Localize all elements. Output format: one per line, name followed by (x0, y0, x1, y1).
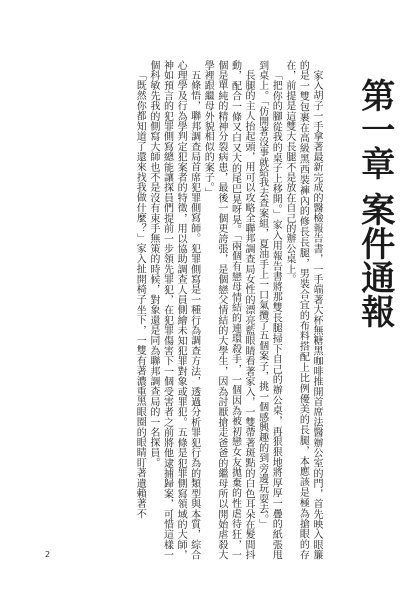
paragraph: 家入胡子一手拿著最新完成的醫檢報告書，一手端著大杯無糖黑咖啡推開首席法醫辦公室的門，首先映入眼簾的是一雙包裹在高級黑西裝褲內的修長長腿，男裝合宜的布料搭配上比例優美的長腿，本應該是極為搶眼的存在，前提是這雙大長腿不是放在自己的辦公桌上。 (283, 60, 322, 560)
page-number: 2 (45, 550, 51, 559)
paragraph: 「把你的腳從我的桌子上移開。」家入用報告書將那雙長腿掃下自己的辦公桌，再狠狠地將厚厚一疊的紙張甩到桌上。「仿開著沒事就給我去查案組，夏油手上一口氣攬了五個案子，挑一個感興趣的到旁邊玩耍去。」 (256, 60, 282, 560)
paragraph: 「既然你都知道了還來找我做什麼？」家入扯開椅子坐下，一雙有著濃重黑眼圈的眼睛盯著遺賴著不 (134, 70, 146, 519)
paragraph: 長腿的主人抬起頭，用可以攻略全聯邦調查局女性的漂亮藍眼睛看著家入，一雙帶著斑點的白色耳朵在髮間抖動，配合一條又白又大的尾巴晃呀晃。「兩個有戀母情結的連環殺手，一個因為被初戀女友拋棄的性虐待狂，一個是單純的精神分裂病患，最後一個更誇張，是個戀父情結的大學生，因為討厭搶走爸爸的繼母所以開始虐殺大學裡跟繼母外貌相似的案子。」 (202, 60, 255, 560)
body-text (46, 60, 323, 560)
chapter-title: 第一章 案件通報 (354, 78, 395, 328)
paragraph: 五條悟，聯邦調查局首席犯罪側寫師。犯罪側寫是一種行為調查方法，透過分析罪犯行為的類型與本質，綜合心理學及行為學判定犯案者的特徵，用以協助調查人員側繪未知犯罪對象或罪犯。五條是犯罪側寫領域的大師，神如預言的犯罪側寫總能讓探員們提前一步領先罪犯，在犯罪傷害下一個受害者之前將他逮捕歸案，可惜這樣一個科敏先我的側寫大師也不是沒有束手無策的時候，對象還是同為聯邦調查局的一名探員。 (147, 60, 200, 560)
